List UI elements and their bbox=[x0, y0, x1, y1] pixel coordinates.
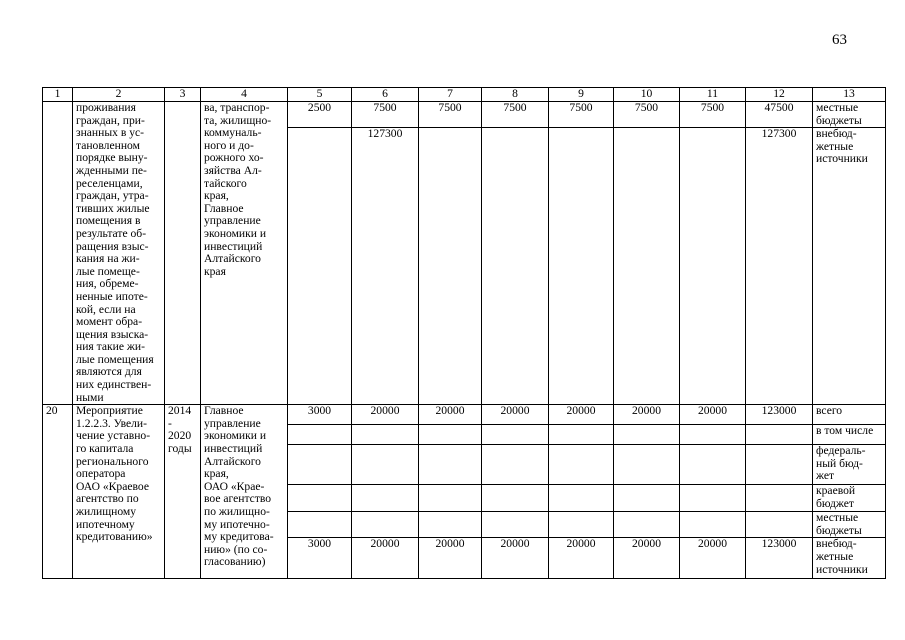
value-cell: 20000 bbox=[482, 405, 549, 425]
value-cell bbox=[680, 425, 746, 445]
header-cell: 6 bbox=[352, 88, 419, 102]
measure-name-cell: проживания граждан, при- знанных в ус- тановленном порядке выну- жденными пе- реселенцами, граждан, утра- тивших жилые помещения в результате об- ращения взыс- кания на жи- лые помеще- ния, обреме- ненные ипоте- кой, если на момент обра- щения взыска- ния такие жи- лые помещения являются для них единствен- ными bbox=[73, 102, 165, 405]
value-cell: 20000 bbox=[549, 538, 614, 579]
value-cell bbox=[352, 445, 419, 485]
value-cell: 7500 bbox=[549, 102, 614, 128]
funding-source-cell: местные бюджеты bbox=[813, 102, 886, 128]
value-cell: 7500 bbox=[614, 102, 680, 128]
value-cell: 20000 bbox=[352, 405, 419, 425]
value-cell: 20000 bbox=[680, 538, 746, 579]
value-cell bbox=[288, 445, 352, 485]
header-cell: 3 bbox=[165, 88, 201, 102]
value-cell: 7500 bbox=[352, 102, 419, 128]
value-cell: 127300 bbox=[352, 128, 419, 405]
value-cell bbox=[549, 445, 614, 485]
header-cell: 7 bbox=[419, 88, 482, 102]
executor-cell: Главное управление экономики и инвестиций Алтайского края, ОАО «Крае- вое агентство по жилищно- му ипотечно- му кредитова- нию» (по со- гласованию) bbox=[201, 405, 288, 579]
row-index-cell bbox=[43, 102, 73, 405]
value-cell bbox=[482, 425, 549, 445]
header-cell: 11 bbox=[680, 88, 746, 102]
table-row bbox=[43, 405, 886, 425]
value-cell bbox=[680, 512, 746, 538]
funding-source-cell: внебюд- жетные источники bbox=[813, 538, 886, 579]
value-cell bbox=[288, 485, 352, 512]
header-cell: 1 bbox=[43, 88, 73, 102]
value-cell bbox=[746, 512, 813, 538]
value-cell bbox=[419, 512, 482, 538]
value-cell bbox=[419, 425, 482, 445]
value-cell bbox=[614, 485, 680, 512]
value-cell: 2500 bbox=[288, 102, 352, 128]
header-cell: 8 bbox=[482, 88, 549, 102]
value-cell bbox=[549, 485, 614, 512]
value-cell bbox=[614, 128, 680, 405]
value-cell bbox=[482, 485, 549, 512]
header-cell: 13 bbox=[813, 88, 886, 102]
value-cell: 123000 bbox=[746, 538, 813, 579]
value-cell bbox=[614, 425, 680, 445]
program-table bbox=[42, 87, 886, 579]
header-cell: 10 bbox=[614, 88, 680, 102]
value-cell bbox=[352, 425, 419, 445]
funding-source-cell: местные бюджеты bbox=[813, 512, 886, 538]
value-cell: 3000 bbox=[288, 405, 352, 425]
value-cell bbox=[614, 512, 680, 538]
value-cell bbox=[614, 445, 680, 485]
value-cell bbox=[746, 485, 813, 512]
value-cell bbox=[419, 128, 482, 405]
value-cell bbox=[746, 445, 813, 485]
value-cell: 20000 bbox=[614, 405, 680, 425]
value-cell bbox=[482, 445, 549, 485]
funding-source-cell: в том числе bbox=[813, 425, 886, 445]
header-cell: 9 bbox=[549, 88, 614, 102]
table-row bbox=[43, 102, 886, 128]
value-cell: 7500 bbox=[680, 102, 746, 128]
value-cell: 20000 bbox=[419, 538, 482, 579]
value-cell bbox=[482, 512, 549, 538]
value-cell bbox=[549, 128, 614, 405]
value-cell bbox=[419, 485, 482, 512]
value-cell: 127300 bbox=[746, 128, 813, 405]
value-cell bbox=[549, 425, 614, 445]
value-cell: 20000 bbox=[352, 538, 419, 579]
value-cell: 7500 bbox=[482, 102, 549, 128]
value-cell bbox=[352, 485, 419, 512]
value-cell bbox=[352, 512, 419, 538]
header-cell: 12 bbox=[746, 88, 813, 102]
value-cell bbox=[680, 445, 746, 485]
value-cell: 3000 bbox=[288, 538, 352, 579]
value-cell: 20000 bbox=[419, 405, 482, 425]
value-cell bbox=[680, 485, 746, 512]
value-cell: 7500 bbox=[419, 102, 482, 128]
header-cell: 5 bbox=[288, 88, 352, 102]
value-cell: 20000 bbox=[680, 405, 746, 425]
measure-name-cell: Мероприятие 1.2.2.3. Увели- чение уставно- го капитала регионального оператора ОАО «Краевое агентство по жилищному ипотечному кредитованию» bbox=[73, 405, 165, 579]
period-cell: 2014 - 2020 годы bbox=[165, 405, 201, 579]
value-cell: 123000 bbox=[746, 405, 813, 425]
header-cell: 2 bbox=[73, 88, 165, 102]
value-cell bbox=[680, 128, 746, 405]
value-cell bbox=[288, 512, 352, 538]
value-cell: 47500 bbox=[746, 102, 813, 128]
row-index-cell: 20 bbox=[43, 405, 73, 579]
value-cell bbox=[288, 128, 352, 405]
value-cell bbox=[746, 425, 813, 445]
value-cell bbox=[482, 128, 549, 405]
period-cell bbox=[165, 102, 201, 405]
executor-cell: ва, транспор- та, жилищно- коммуналь- ного и до- рожного хо- зяйства Ал- тайского края, Главное управление экономики и инвестиций Алтайского края bbox=[201, 102, 288, 405]
value-cell bbox=[419, 445, 482, 485]
header-cell: 4 bbox=[201, 88, 288, 102]
value-cell: 20000 bbox=[614, 538, 680, 579]
funding-source-cell: внебюд- жетные источники bbox=[813, 128, 886, 405]
funding-source-cell: краевой бюджет bbox=[813, 485, 886, 512]
header-row bbox=[43, 88, 886, 102]
value-cell bbox=[549, 512, 614, 538]
value-cell bbox=[288, 425, 352, 445]
page-number: 63 bbox=[832, 32, 847, 48]
funding-source-cell: федераль- ный бюд- жет bbox=[813, 445, 886, 485]
value-cell: 20000 bbox=[482, 538, 549, 579]
funding-source-cell: всего bbox=[813, 405, 886, 425]
value-cell: 20000 bbox=[549, 405, 614, 425]
